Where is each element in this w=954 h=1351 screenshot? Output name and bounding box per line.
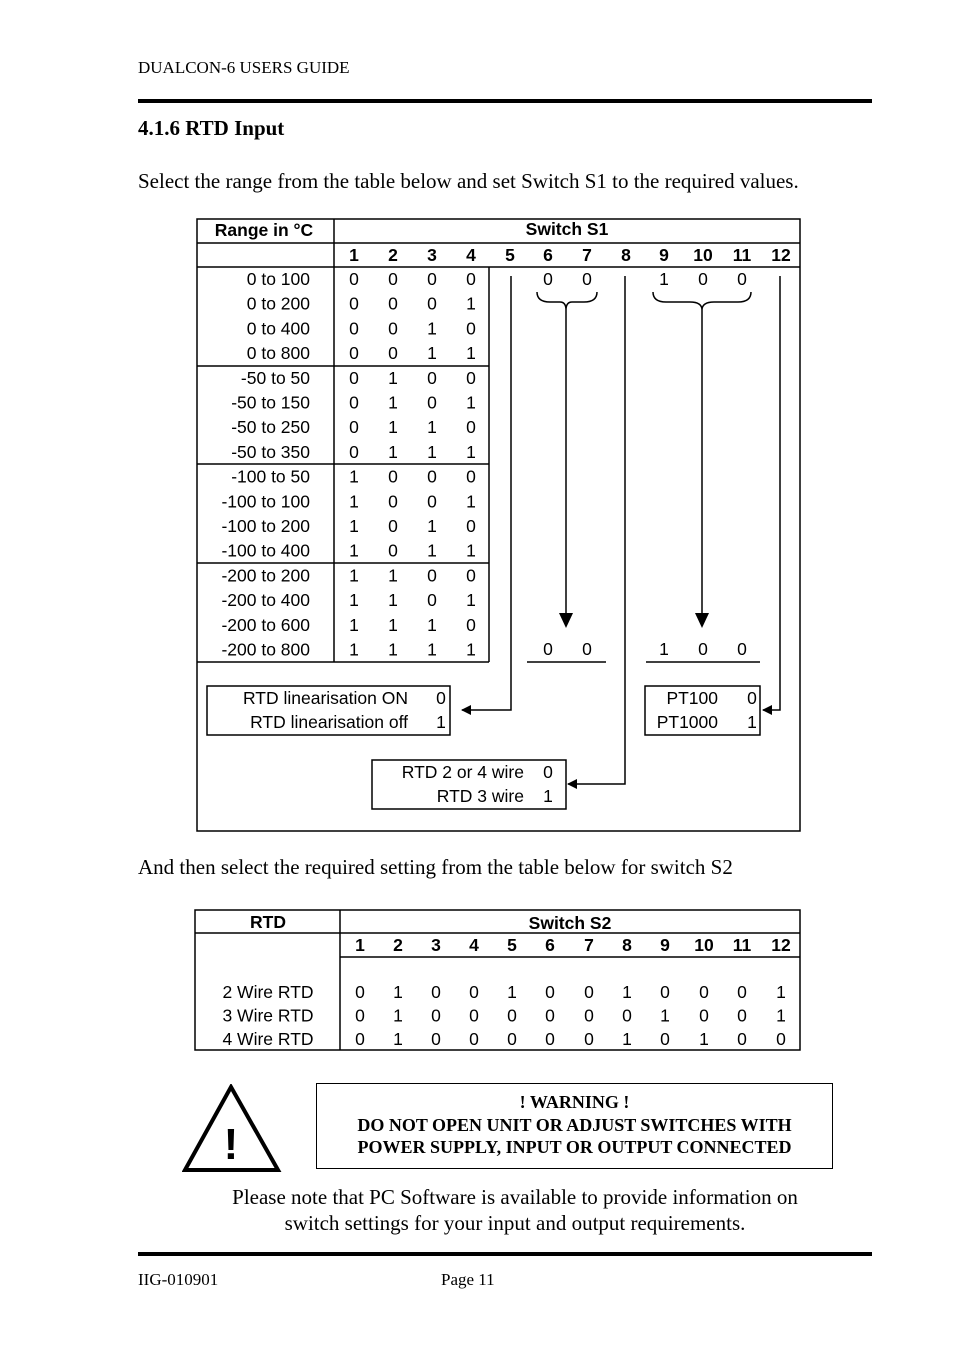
- lin-on-label: RTD linearisation ON: [242, 688, 408, 708]
- rtd-wire-label: 3 Wire RTD: [222, 1005, 314, 1026]
- range-label: -50 to 50: [240, 367, 310, 388]
- switch-bit: 0: [427, 491, 437, 512]
- switch-bit: 0: [466, 516, 476, 536]
- pt-b-label: PT1000: [656, 712, 718, 732]
- sw9-11-bottom-value: 1: [659, 639, 669, 659]
- switch-bit: 0: [466, 614, 476, 635]
- switch-bit: 0: [388, 318, 398, 339]
- switch-bit: 0: [466, 417, 476, 438]
- lin-off-value: 1: [436, 712, 446, 732]
- switch-bit: 1: [699, 1029, 709, 1049]
- switch-bit: 0: [466, 318, 476, 339]
- footer-doc-id: IIG-010901: [138, 1270, 219, 1289]
- switch-number: 2: [388, 245, 398, 265]
- switch-bit: 1: [388, 392, 398, 413]
- switch-bit: 0: [466, 466, 476, 487]
- switch-bit: 1: [466, 590, 476, 611]
- switch-number: 1: [349, 245, 359, 265]
- switch-bit: 1: [427, 639, 437, 660]
- range-label: -200 to 200: [221, 565, 310, 586]
- switch-bit: 1: [349, 491, 359, 512]
- switch-bit: 0: [469, 982, 479, 1002]
- warning-line-2: POWER SUPPLY, INPUT OR OUTPUT CONNECTED: [357, 1137, 792, 1157]
- switch-number: 9: [659, 245, 669, 265]
- switch-number: 7: [584, 935, 594, 955]
- switch-bit: 0: [427, 269, 437, 289]
- switch-bit: 1: [466, 392, 476, 413]
- switch-number: 7: [582, 245, 592, 265]
- switch-bit: 0: [349, 392, 359, 413]
- switch-bit: 0: [737, 982, 747, 1002]
- lin-off-label: RTD linearisation off: [250, 712, 408, 732]
- switch-bit: 1: [466, 639, 476, 660]
- switch-number: 10: [693, 245, 713, 265]
- pt-b-value: 1: [747, 712, 757, 732]
- range-label: 0 to 100: [246, 269, 310, 289]
- switch-bit: 1: [466, 491, 476, 512]
- switch-bit: 1: [660, 1005, 670, 1026]
- switch-bit: 1: [393, 1005, 403, 1026]
- switch-number: 6: [545, 935, 555, 955]
- switch-number: 2: [393, 935, 403, 955]
- warning-line-1: DO NOT OPEN UNIT OR ADJUST SWITCHES WITH: [357, 1114, 792, 1135]
- switch-bit: 0: [355, 982, 365, 1002]
- switch-bit: 1: [388, 614, 398, 635]
- range-label: -50 to 350: [231, 441, 310, 462]
- switch-number: 4: [469, 935, 479, 955]
- switch-bit: 1: [427, 441, 437, 462]
- switch-number: 4: [466, 245, 476, 265]
- switch-bit: 0: [545, 1005, 555, 1026]
- switch-bit: 1: [466, 293, 476, 314]
- range-label: -200 to 600: [221, 614, 310, 635]
- switch-number: 9: [660, 935, 670, 955]
- switch-bit: 0: [584, 982, 594, 1002]
- switch-bit: 0: [699, 1005, 709, 1026]
- switch-number: 11: [732, 245, 752, 265]
- document-header-title: DUALCON-6 USERS GUIDE: [138, 58, 350, 77]
- switch-bit: 0: [388, 540, 398, 561]
- warning-box: [316, 1083, 833, 1169]
- s2-intro-text: And then select the required setting from the table below for switch S2: [138, 855, 733, 879]
- switch-bit: 0: [355, 1005, 365, 1026]
- switch-bit: 0: [388, 466, 398, 487]
- switch-bit: 0: [427, 590, 437, 611]
- range-label: -50 to 150: [231, 392, 310, 413]
- range-label: -100 to 200: [221, 516, 310, 536]
- switch-s2-table: [0, 900, 954, 1060]
- switch-bit: 0: [660, 982, 670, 1002]
- sw67-top-value: 0: [582, 269, 592, 289]
- switch-bit: 0: [737, 1005, 747, 1026]
- switch-bit: 0: [427, 293, 437, 314]
- switch-number: 5: [507, 935, 517, 955]
- wire-a-value: 0: [543, 762, 553, 782]
- switch-bit: 0: [507, 1005, 517, 1026]
- switch-bit: 0: [349, 269, 359, 289]
- switch-bit: 1: [507, 982, 517, 1002]
- range-label: 0 to 200: [246, 293, 310, 314]
- sw9-11-top-value: 1: [659, 269, 669, 289]
- warning-triangle-icon: [182, 1084, 282, 1174]
- switch-number: 10: [694, 935, 714, 955]
- switch-bit: 0: [545, 982, 555, 1002]
- wire-b-value: 1: [543, 786, 553, 806]
- switch-bit: 0: [776, 1029, 786, 1049]
- wire-a-label: RTD 2 or 4 wire: [401, 762, 524, 782]
- warning-symbol: !: [223, 1120, 239, 1169]
- switch-number: 12: [771, 935, 791, 955]
- sw9-11-top-value: 0: [698, 269, 708, 289]
- switch-bit: 1: [393, 1029, 403, 1049]
- switch-bit: 0: [584, 1005, 594, 1026]
- switch-number: 8: [622, 935, 632, 955]
- warning-title: ! WARNING !: [519, 1092, 630, 1112]
- switch-bit: 1: [388, 590, 398, 611]
- range-label: -200 to 400: [221, 590, 310, 611]
- sw67-bottom-value: 0: [543, 639, 553, 659]
- range-label: -200 to 800: [221, 639, 310, 660]
- switch-bit: 0: [466, 269, 476, 289]
- s1-switch-header: Switch S1: [525, 219, 609, 239]
- switch-bit: 0: [388, 269, 398, 289]
- rtd-wire-label: 2 Wire RTD: [222, 982, 314, 1002]
- switch-bit: 0: [427, 565, 437, 586]
- sw9-11-bottom-value: 0: [698, 639, 708, 659]
- switch-bit: 1: [388, 367, 398, 388]
- sw9-11-bottom-value: 0: [737, 639, 747, 659]
- switch-bit: 1: [349, 639, 359, 660]
- footer-page-number: Page 11: [441, 1270, 495, 1289]
- switch-bit: 1: [622, 982, 632, 1002]
- switch-bit: 1: [388, 417, 398, 438]
- switch-number: 6: [543, 245, 553, 265]
- range-label: -100 to 400: [221, 540, 310, 561]
- switch-bit: 0: [431, 1005, 441, 1026]
- switch-bit: 0: [469, 1029, 479, 1049]
- sw67-top-value: 0: [543, 269, 553, 289]
- s1-col1-header: Range in °C: [214, 220, 314, 240]
- switch-bit: 0: [388, 516, 398, 536]
- range-label: 0 to 800: [246, 343, 310, 364]
- switch-bit: 1: [349, 516, 359, 536]
- switch-bit: 0: [427, 367, 437, 388]
- switch-bit: 0: [507, 1029, 517, 1049]
- switch-bit: 0: [622, 1005, 632, 1026]
- switch-bit: 1: [466, 343, 476, 364]
- section-heading: 4.1.6 RTD Input: [138, 116, 285, 140]
- switch-number: 1: [355, 935, 365, 955]
- software-note: [138, 1184, 892, 1236]
- switch-bit: 1: [622, 1029, 632, 1049]
- switch-bit: 0: [431, 1029, 441, 1049]
- switch-bit: 0: [660, 1029, 670, 1049]
- switch-bit: 1: [466, 540, 476, 561]
- switch-bit: 0: [469, 1005, 479, 1026]
- switch-bit: 1: [427, 318, 437, 339]
- switch-bit: 1: [388, 565, 398, 586]
- s2-switch-header: Switch S2: [528, 913, 612, 933]
- switch-bit: 0: [349, 343, 359, 364]
- sw9-11-top-value: 0: [737, 269, 747, 289]
- switch-bit: 1: [388, 639, 398, 660]
- switch-bit: 0: [349, 417, 359, 438]
- note-line-2: switch settings for your input and output requirements.: [284, 1211, 746, 1235]
- switch-bit: 1: [349, 590, 359, 611]
- sw67-bottom-value: 0: [582, 639, 592, 659]
- range-label: -100 to 50: [231, 466, 310, 487]
- switch-number: 12: [771, 245, 791, 265]
- switch-bit: 0: [584, 1029, 594, 1049]
- switch-bit: 0: [388, 343, 398, 364]
- switch-number: 3: [431, 935, 441, 955]
- switch-bit: 1: [427, 343, 437, 364]
- switch-bit: 0: [355, 1029, 365, 1049]
- switch-bit: 0: [427, 466, 437, 487]
- lin-on-value: 0: [436, 688, 446, 708]
- switch-bit: 0: [466, 565, 476, 586]
- switch-bit: 1: [427, 540, 437, 561]
- switch-bit: 0: [699, 982, 709, 1002]
- note-line-1: Please note that PC Software is available to provide information on: [232, 1185, 798, 1209]
- switch-bit: 1: [427, 516, 437, 536]
- range-label: 0 to 400: [246, 318, 310, 339]
- switch-bit: 1: [776, 1005, 786, 1026]
- switch-bit: 1: [466, 441, 476, 462]
- footer-rule: [138, 1252, 872, 1256]
- switch-bit: 0: [545, 1029, 555, 1049]
- switch-bit: 1: [388, 441, 398, 462]
- switch-bit: 1: [349, 614, 359, 635]
- switch-number: 11: [732, 935, 752, 955]
- range-label: -100 to 100: [221, 491, 310, 512]
- pt-a-value: 0: [747, 688, 757, 708]
- switch-bit: 1: [393, 982, 403, 1002]
- switch-bit: 1: [349, 466, 359, 487]
- s2-col1-header: RTD: [250, 912, 286, 932]
- switch-bit: 0: [349, 318, 359, 339]
- switch-bit: 0: [737, 1029, 747, 1049]
- switch-bit: 0: [388, 491, 398, 512]
- switch-bit: 1: [349, 565, 359, 586]
- switch-bit: 0: [431, 982, 441, 1002]
- switch-bit: 0: [427, 392, 437, 413]
- switch-bit: 0: [349, 441, 359, 462]
- switch-bit: 1: [427, 417, 437, 438]
- switch-number: 5: [505, 245, 515, 265]
- switch-bit: 1: [776, 982, 786, 1002]
- intro-text: Select the range from the table below and set Switch S1 to the required values.: [138, 169, 799, 193]
- switch-bit: 0: [466, 367, 476, 388]
- switch-bit: 1: [349, 540, 359, 561]
- switch-number: 8: [621, 245, 631, 265]
- wire-b-label: RTD 3 wire: [436, 786, 524, 806]
- switch-bit: 1: [427, 614, 437, 635]
- switch-bit: 0: [388, 293, 398, 314]
- switch-number: 3: [427, 245, 437, 265]
- switch-bit: 0: [349, 293, 359, 314]
- range-label: -50 to 250: [231, 417, 310, 438]
- rtd-wire-label: 4 Wire RTD: [222, 1029, 314, 1049]
- pt-a-label: PT100: [666, 688, 718, 708]
- switch-bit: 0: [349, 367, 359, 388]
